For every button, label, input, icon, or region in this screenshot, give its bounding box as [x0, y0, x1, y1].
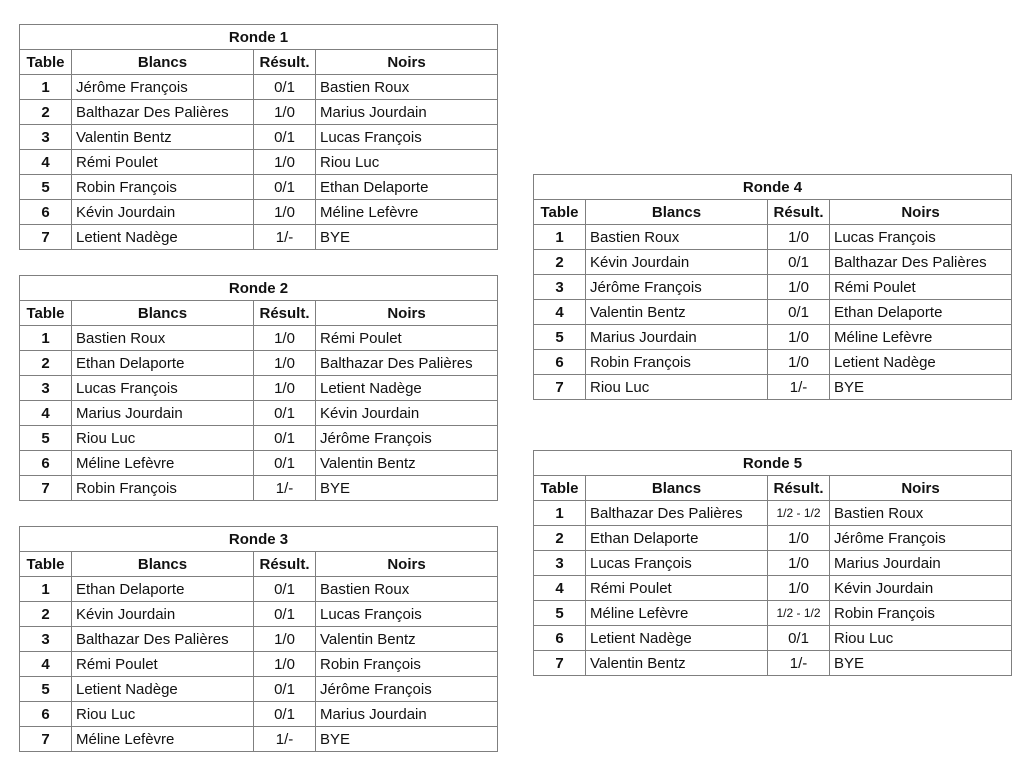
white-player-cell: Letient Nadège [72, 225, 254, 250]
black-player-cell: Rémi Poulet [830, 275, 1012, 300]
table-column-header: Table [534, 200, 586, 225]
white-player-cell: Ethan Delaporte [72, 577, 254, 602]
result-cell: 1/0 [768, 526, 830, 551]
white-player-cell: Jérôme François [72, 75, 254, 100]
table-row [534, 325, 1012, 350]
table-row [20, 602, 498, 627]
table-number-cell: 6 [534, 626, 586, 651]
black-player-cell: Marius Jourdain [316, 100, 498, 125]
black-column-header: Noirs [830, 200, 1012, 225]
black-player-cell: Ethan Delaporte [316, 175, 498, 200]
white-player-cell: Lucas François [72, 376, 254, 401]
table-row [20, 727, 498, 752]
table-number-cell: 4 [20, 652, 72, 677]
table-column-header: Table [20, 301, 72, 326]
table-row [20, 627, 498, 652]
white-player-cell: Letient Nadège [586, 626, 768, 651]
black-player-cell: Jérôme François [830, 526, 1012, 551]
table-number-cell: 3 [20, 125, 72, 150]
round-title-row [20, 25, 498, 50]
black-column-header: Noirs [316, 301, 498, 326]
table-number-cell: 5 [20, 426, 72, 451]
white-column-header: Blancs [72, 301, 254, 326]
result-cell: 1/0 [254, 150, 316, 175]
white-player-cell: Riou Luc [72, 426, 254, 451]
result-cell: 1/0 [768, 350, 830, 375]
white-player-cell: Robin François [586, 350, 768, 375]
black-player-cell: Balthazar Des Palières [830, 250, 1012, 275]
result-cell: 1/0 [768, 551, 830, 576]
result-cell: 1/0 [254, 351, 316, 376]
table-row [20, 401, 498, 426]
black-player-cell: Rémi Poulet [316, 326, 498, 351]
table-row [20, 200, 498, 225]
black-player-cell: Letient Nadège [316, 376, 498, 401]
column-header-row [20, 552, 498, 577]
table-number-cell: 7 [20, 727, 72, 752]
column-header-row [20, 301, 498, 326]
black-player-cell: BYE [830, 651, 1012, 676]
result-cell: 1/0 [254, 100, 316, 125]
black-player-cell: Lucas François [316, 602, 498, 627]
black-player-cell: Valentin Bentz [316, 627, 498, 652]
white-player-cell: Valentin Bentz [586, 651, 768, 676]
white-player-cell: Rémi Poulet [72, 652, 254, 677]
table-number-cell: 6 [20, 200, 72, 225]
white-player-cell: Letient Nadège [72, 677, 254, 702]
white-player-cell: Méline Lefèvre [72, 727, 254, 752]
table-number-cell: 4 [20, 401, 72, 426]
white-player-cell: Riou Luc [72, 702, 254, 727]
table-row [534, 225, 1012, 250]
black-player-cell: Robin François [830, 601, 1012, 626]
black-player-cell: Valentin Bentz [316, 451, 498, 476]
white-player-cell: Lucas François [586, 551, 768, 576]
white-player-cell: Kévin Jourdain [72, 200, 254, 225]
table-column-header: Table [20, 50, 72, 75]
white-column-header: Blancs [72, 50, 254, 75]
black-player-cell: Bastien Roux [316, 577, 498, 602]
white-player-cell: Jérôme François [586, 275, 768, 300]
result-column-header: Résult. [768, 476, 830, 501]
white-player-cell: Marius Jourdain [586, 325, 768, 350]
black-player-cell: Méline Lefèvre [316, 200, 498, 225]
table-row [20, 652, 498, 677]
table-row [534, 576, 1012, 601]
result-cell: 1/0 [768, 225, 830, 250]
table-number-cell: 2 [534, 250, 586, 275]
white-player-cell: Marius Jourdain [72, 401, 254, 426]
round-title-row [534, 175, 1012, 200]
black-player-cell: Jérôme François [316, 677, 498, 702]
table-row [20, 451, 498, 476]
table-number-cell: 6 [534, 350, 586, 375]
black-player-cell: Kévin Jourdain [830, 576, 1012, 601]
white-player-cell: Rémi Poulet [586, 576, 768, 601]
table-row [534, 250, 1012, 275]
table-row [534, 601, 1012, 626]
table-row [534, 651, 1012, 676]
result-column-header: Résult. [254, 552, 316, 577]
round-title: Ronde 1 [20, 25, 498, 50]
table-number-cell: 5 [534, 601, 586, 626]
table-row [20, 677, 498, 702]
black-player-cell: Lucas François [316, 125, 498, 150]
black-player-cell: BYE [316, 476, 498, 501]
black-player-cell: Jérôme François [316, 426, 498, 451]
round-title: Ronde 3 [20, 527, 498, 552]
table-row [20, 326, 498, 351]
table-column-header: Table [534, 476, 586, 501]
round-4-table [533, 174, 1012, 400]
table-number-cell: 1 [534, 225, 586, 250]
white-player-cell: Balthazar Des Palières [72, 627, 254, 652]
round-title-row [20, 276, 498, 301]
table-row [20, 376, 498, 401]
column-header-row [534, 200, 1012, 225]
result-cell: 0/1 [254, 125, 316, 150]
black-player-cell: Lucas François [830, 225, 1012, 250]
table-number-cell: 4 [534, 300, 586, 325]
black-player-cell: Bastien Roux [830, 501, 1012, 526]
table-number-cell: 7 [534, 375, 586, 400]
result-column-header: Résult. [768, 200, 830, 225]
table-row [534, 350, 1012, 375]
table-number-cell: 1 [20, 577, 72, 602]
round-title-row [534, 451, 1012, 476]
result-cell: 0/1 [254, 677, 316, 702]
result-cell: 1/0 [768, 275, 830, 300]
result-column-header: Résult. [254, 301, 316, 326]
table-number-cell: 3 [534, 551, 586, 576]
table-row [534, 626, 1012, 651]
white-player-cell: Valentin Bentz [72, 125, 254, 150]
black-player-cell: Méline Lefèvre [830, 325, 1012, 350]
white-player-cell: Méline Lefèvre [72, 451, 254, 476]
result-cell: 1/0 [768, 576, 830, 601]
result-cell: 0/1 [254, 702, 316, 727]
table-number-cell: 7 [20, 225, 72, 250]
white-column-header: Blancs [72, 552, 254, 577]
table-number-cell: 6 [20, 702, 72, 727]
black-player-cell: BYE [316, 727, 498, 752]
black-column-header: Noirs [316, 552, 498, 577]
result-cell: 0/1 [254, 451, 316, 476]
table-row [20, 577, 498, 602]
table-row [20, 100, 498, 125]
result-cell: 1/- [254, 225, 316, 250]
table-number-cell: 5 [20, 677, 72, 702]
table-number-cell: 2 [534, 526, 586, 551]
result-cell: 0/1 [254, 577, 316, 602]
black-column-header: Noirs [316, 50, 498, 75]
black-player-cell: Kévin Jourdain [316, 401, 498, 426]
result-cell: 1/2 - 1/2 [768, 601, 830, 626]
black-column-header: Noirs [830, 476, 1012, 501]
result-cell: 0/1 [768, 250, 830, 275]
table-number-cell: 2 [20, 351, 72, 376]
white-player-cell: Ethan Delaporte [72, 351, 254, 376]
round-title-row [20, 527, 498, 552]
black-player-cell: Robin François [316, 652, 498, 677]
white-player-cell: Robin François [72, 476, 254, 501]
result-cell: 1/- [254, 476, 316, 501]
table-row [20, 150, 498, 175]
table-row [534, 526, 1012, 551]
table-number-cell: 3 [20, 376, 72, 401]
round-title: Ronde 5 [534, 451, 1012, 476]
table-number-cell: 3 [534, 275, 586, 300]
table-row [20, 225, 498, 250]
table-number-cell: 3 [20, 627, 72, 652]
white-player-cell: Bastien Roux [72, 326, 254, 351]
table-row [534, 300, 1012, 325]
white-player-cell: Ethan Delaporte [586, 526, 768, 551]
result-cell: 0/1 [254, 602, 316, 627]
table-number-cell: 1 [20, 75, 72, 100]
result-cell: 1/0 [254, 652, 316, 677]
result-cell: 1/- [768, 651, 830, 676]
column-header-row [534, 476, 1012, 501]
result-cell: 0/1 [254, 175, 316, 200]
result-cell: 0/1 [768, 300, 830, 325]
table-number-cell: 6 [20, 451, 72, 476]
table-row [534, 375, 1012, 400]
table-number-cell: 7 [534, 651, 586, 676]
table-number-cell: 5 [20, 175, 72, 200]
round-title: Ronde 4 [534, 175, 1012, 200]
table-row [20, 351, 498, 376]
table-row [20, 175, 498, 200]
result-cell: 0/1 [254, 426, 316, 451]
white-column-header: Blancs [586, 476, 768, 501]
table-number-cell: 2 [20, 602, 72, 627]
column-header-row [20, 50, 498, 75]
white-player-cell: Balthazar Des Palières [586, 501, 768, 526]
black-player-cell: Riou Luc [830, 626, 1012, 651]
result-cell: 1/2 - 1/2 [768, 501, 830, 526]
result-cell: 1/0 [768, 325, 830, 350]
black-player-cell: Bastien Roux [316, 75, 498, 100]
result-cell: 1/- [254, 727, 316, 752]
table-number-cell: 2 [20, 100, 72, 125]
round-2-table [19, 275, 498, 501]
table-row [20, 125, 498, 150]
white-player-cell: Robin François [72, 175, 254, 200]
result-cell: 0/1 [254, 401, 316, 426]
white-player-cell: Valentin Bentz [586, 300, 768, 325]
result-cell: 1/- [768, 375, 830, 400]
black-player-cell: Letient Nadège [830, 350, 1012, 375]
round-title: Ronde 2 [20, 276, 498, 301]
white-player-cell: Rémi Poulet [72, 150, 254, 175]
table-number-cell: 7 [20, 476, 72, 501]
black-player-cell: Marius Jourdain [830, 551, 1012, 576]
result-cell: 1/0 [254, 627, 316, 652]
round-5-table [533, 450, 1012, 676]
black-player-cell: BYE [830, 375, 1012, 400]
result-cell: 1/0 [254, 326, 316, 351]
table-number-cell: 4 [20, 150, 72, 175]
table-number-cell: 1 [20, 326, 72, 351]
table-number-cell: 4 [534, 576, 586, 601]
table-row [534, 275, 1012, 300]
white-player-cell: Riou Luc [586, 375, 768, 400]
round-1-table [19, 24, 498, 250]
white-player-cell: Bastien Roux [586, 225, 768, 250]
result-cell: 1/0 [254, 376, 316, 401]
result-column-header: Résult. [254, 50, 316, 75]
table-column-header: Table [20, 552, 72, 577]
table-row [534, 551, 1012, 576]
black-player-cell: Ethan Delaporte [830, 300, 1012, 325]
black-player-cell: BYE [316, 225, 498, 250]
table-number-cell: 1 [534, 501, 586, 526]
table-row [20, 426, 498, 451]
white-player-cell: Balthazar Des Palières [72, 100, 254, 125]
white-player-cell: Méline Lefèvre [586, 601, 768, 626]
white-player-cell: Kévin Jourdain [72, 602, 254, 627]
table-number-cell: 5 [534, 325, 586, 350]
result-cell: 0/1 [254, 75, 316, 100]
result-cell: 1/0 [254, 200, 316, 225]
table-row [20, 476, 498, 501]
result-cell: 0/1 [768, 626, 830, 651]
black-player-cell: Marius Jourdain [316, 702, 498, 727]
black-player-cell: Balthazar Des Palières [316, 351, 498, 376]
table-row [534, 501, 1012, 526]
round-3-table [19, 526, 498, 752]
white-player-cell: Kévin Jourdain [586, 250, 768, 275]
table-row [20, 702, 498, 727]
black-player-cell: Riou Luc [316, 150, 498, 175]
white-column-header: Blancs [586, 200, 768, 225]
table-row [20, 75, 498, 100]
